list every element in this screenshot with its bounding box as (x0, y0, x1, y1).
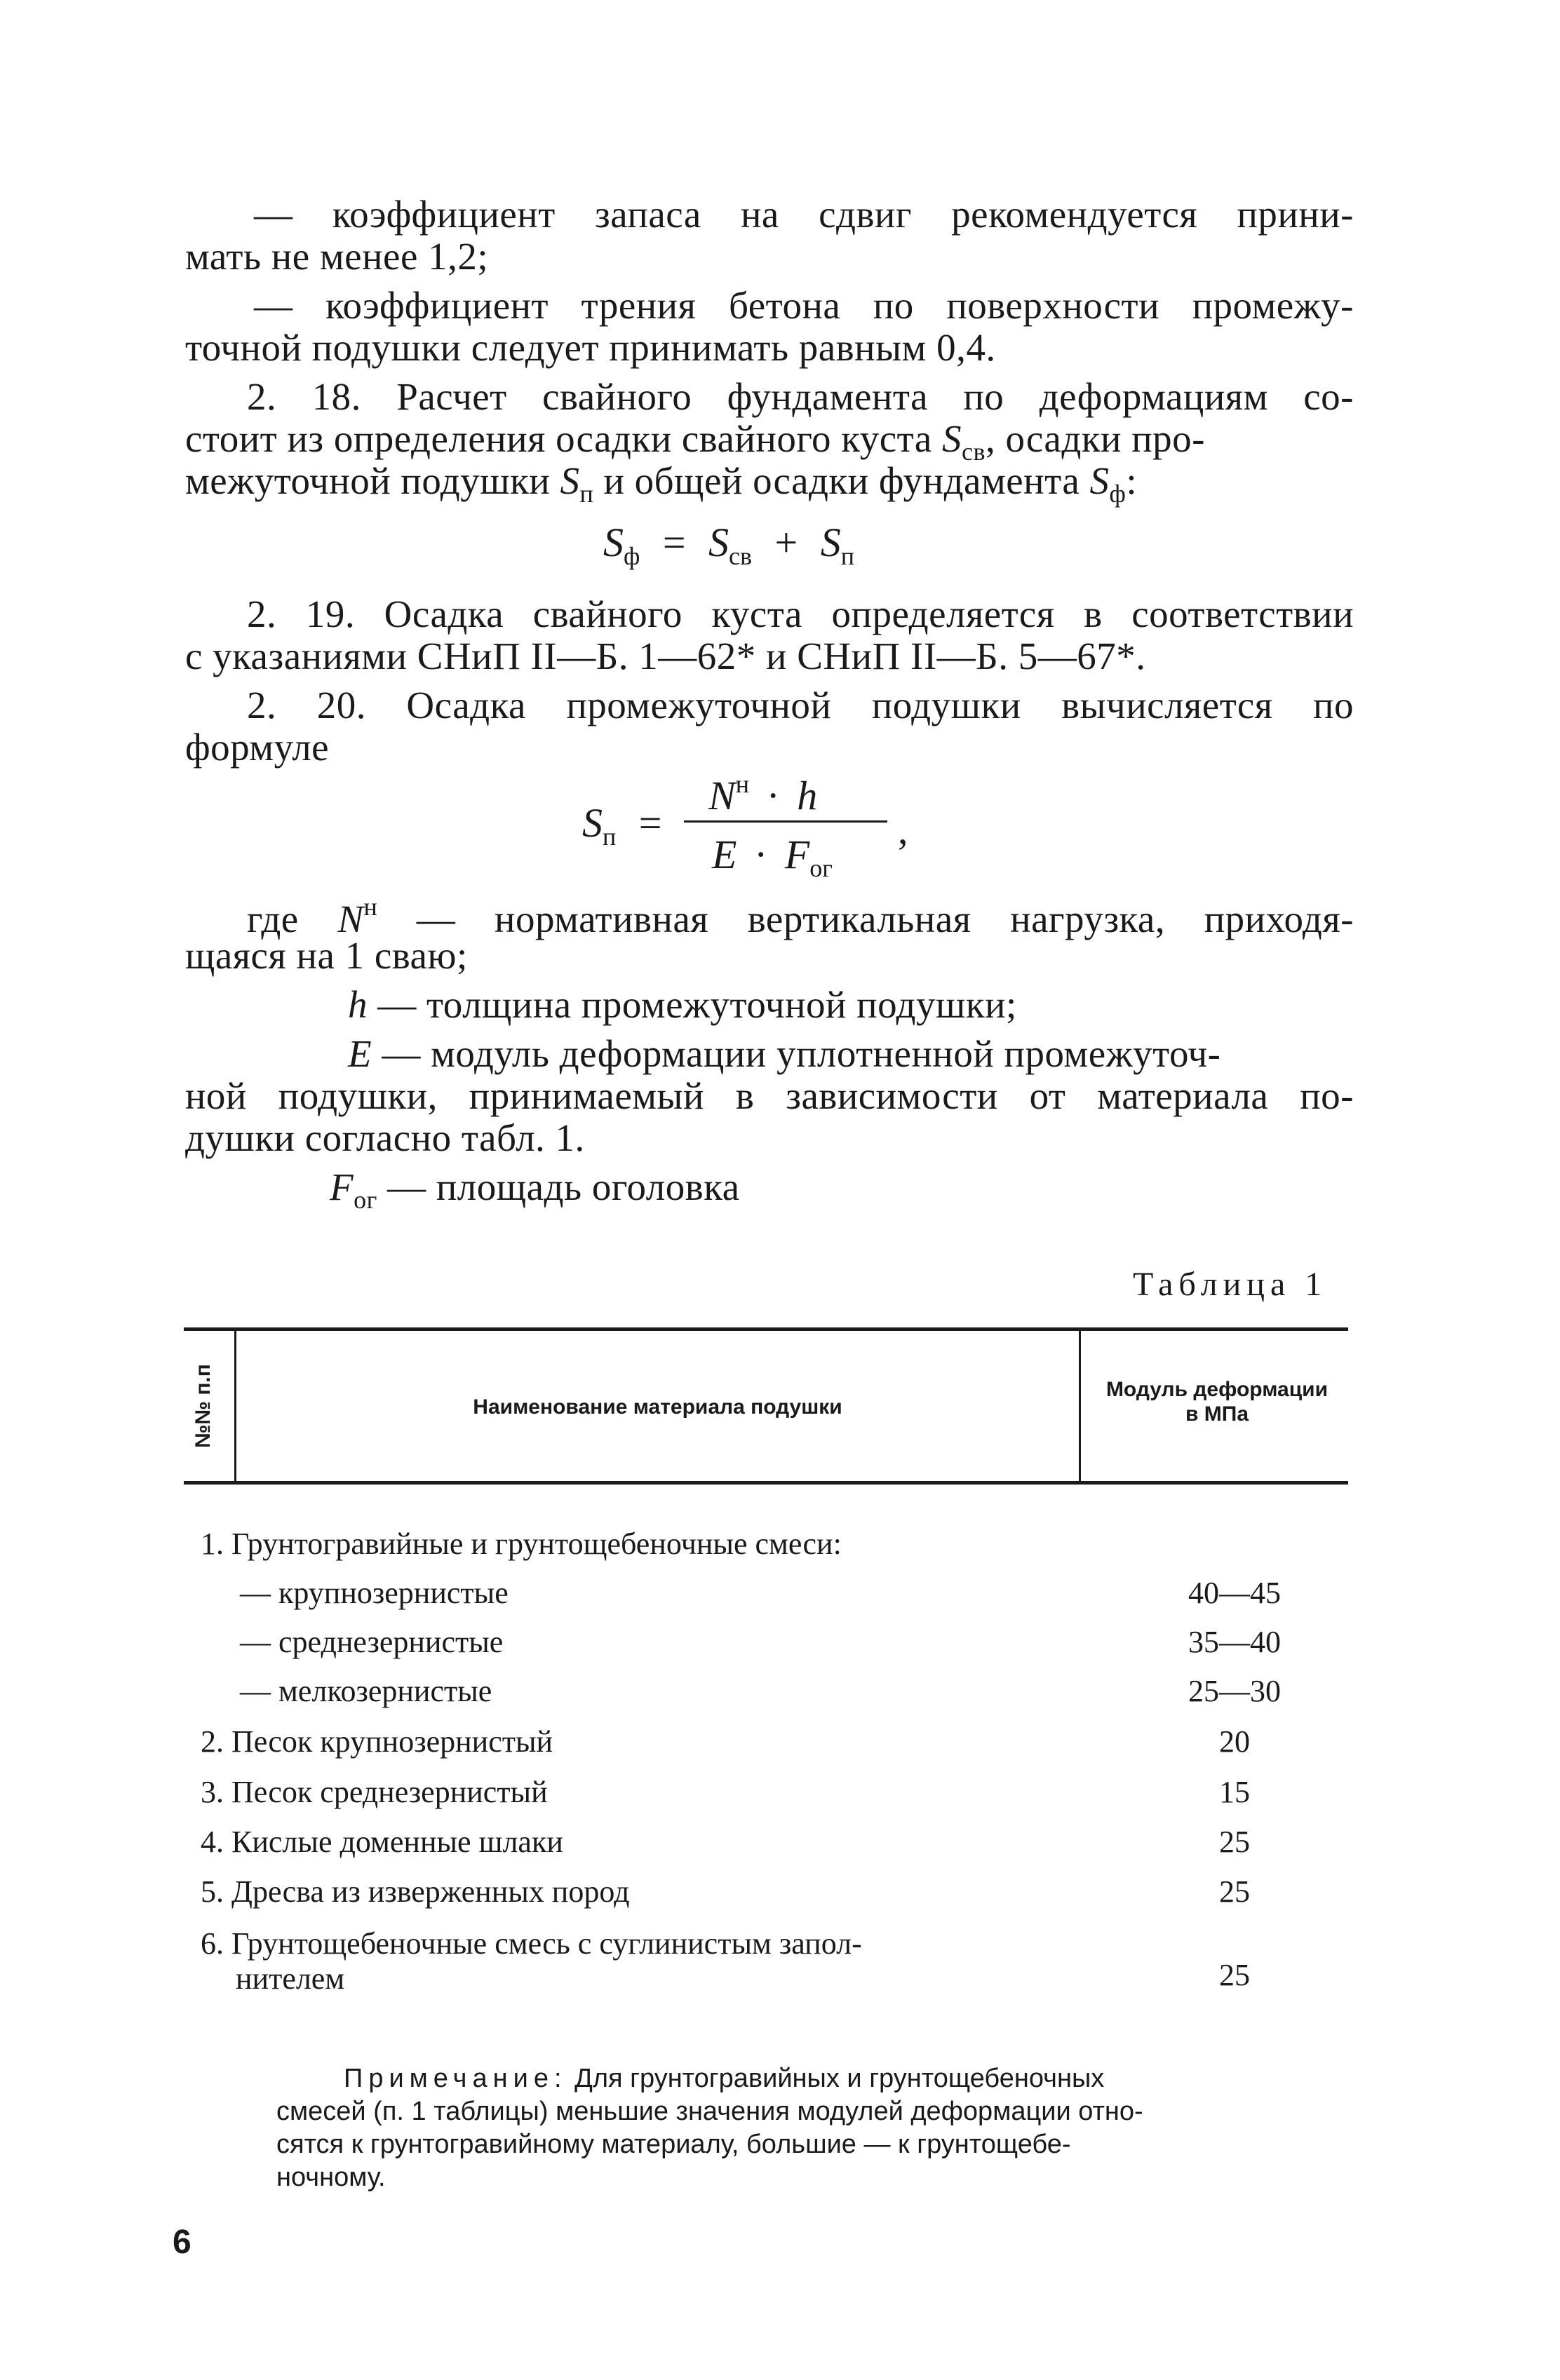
table-row-label: 5. Дресва из изверженных пород (201, 1874, 630, 1909)
p1-line1: — коэффициент запаса на сдвиг рекомендуется прини- (254, 193, 1354, 236)
table-row-value: 15 (1219, 1775, 1250, 1809)
formula-denominator: $E \cdot F_{ог}$ (712, 832, 833, 882)
header-num: №№ п.п (191, 1364, 215, 1448)
header-modulus-line2: в МПа (1185, 1402, 1249, 1426)
table-row-value: 25 (1219, 1874, 1250, 1909)
note-line4: ночному. (276, 2163, 386, 2192)
table-col-divider-2 (1079, 1331, 1081, 1481)
table-top-rule (184, 1327, 1348, 1331)
table-row-label: 4. Кислые доменные шлаки (201, 1825, 563, 1859)
formula-numerator: $N^н \cdot h$ (708, 770, 818, 818)
table-row-label: 6. Грунтощебеночные смесь с суглинистым запол- (201, 1926, 862, 1961)
table-row-label: 2. Песок крупнозернистый (201, 1724, 553, 1759)
note-line1: Примечание: Для грунтогравийных и грунтощебеночных (344, 2064, 1105, 2093)
p8-line3: душки согласно табл. 1. (185, 1116, 585, 1159)
table-row-label: — среднезернистые (240, 1625, 504, 1659)
p7-line1: h — толщина промежуточной подушки; (348, 983, 1017, 1026)
table-caption: Таблица 1 (1133, 1266, 1328, 1303)
p3-line3: межуточной подушки $S_п$ и общей осадки фундамента $S_ф$: (185, 459, 1138, 508)
table-row-value: 25 (1219, 1958, 1250, 1992)
page-number: 6 (173, 2224, 191, 2261)
fraction-bar (684, 820, 887, 823)
p3-line1: 2. 18. Расчет свайного фундамента по деформациям со- (247, 375, 1354, 418)
table-row-label: — мелкозернистые (240, 1674, 492, 1708)
p3-line2: стоит из определения осадки свайного куста $S_{св}$, осадки про- (185, 417, 1205, 466)
p5-line1: 2. 20. Осадка промежуточной подушки вычисляется по (247, 684, 1354, 726)
note-line2: смесей (п. 1 таблицы) меньшие значения модулей деформации отно- (276, 2097, 1143, 2126)
table-row-value: 35—40 (1188, 1625, 1281, 1659)
p5-line2: формуле (185, 726, 330, 769)
table-header-bottom-rule (184, 1481, 1348, 1485)
header-material: Наименование материала подушки (473, 1395, 842, 1419)
note-line3: сятся к грунтогравийному материалу, большие — к грунтощебе- (276, 2130, 1071, 2159)
p6-line2: щаяся на 1 сваю; (185, 934, 468, 977)
p1-line2: мать не менее 1,2; (185, 235, 489, 278)
table-row-value: 25 (1219, 1825, 1250, 1859)
table-row-label: 3. Песок среднезернистый (201, 1775, 548, 1809)
table-row-label: — крупнозернистые (240, 1576, 509, 1610)
table-row-label: 1. Грунтогравийные и грунтощебеночные смеси: (201, 1527, 842, 1561)
table-row-value: 25—30 (1188, 1674, 1281, 1708)
p2-line2: точной подушки следует принимать равным 0,4. (185, 326, 996, 369)
formula-lhs: $S_п$ = (582, 800, 662, 851)
table-row-value: 40—45 (1188, 1576, 1281, 1610)
table-row-label-cont: нителем (236, 1961, 345, 1996)
p8-line1: E — модуль деформации уплотненной промежуточ- (348, 1032, 1221, 1075)
p4-line1: 2. 19. Осадка свайного куста определяется в соответствии (247, 593, 1354, 635)
p8-line2: ной подушки, принимаемый в зависимости от материала по- (185, 1074, 1354, 1117)
equation-total-settlement: $S_ф = S_{св} + S_п$ (603, 520, 855, 570)
p9-line1: $F_{ог}$ — площадь оголовка (330, 1165, 740, 1214)
p2-line1: — коэффициент трения бетона по поверхности промежу- (254, 284, 1354, 327)
header-modulus-line1: Модуль деформации (1105, 1378, 1329, 1401)
p4-line2: с указаниями СНиП II—Б. 1—62* и СНиП II—Б. 5—67*. (185, 635, 1146, 677)
p6-line1: где $N^н$ — нормативная вертикальная нагрузка, приходя- (247, 893, 1354, 940)
formula-comma: , (898, 807, 908, 853)
table-col-divider-1 (234, 1331, 236, 1481)
table-row-value: 20 (1219, 1724, 1250, 1759)
